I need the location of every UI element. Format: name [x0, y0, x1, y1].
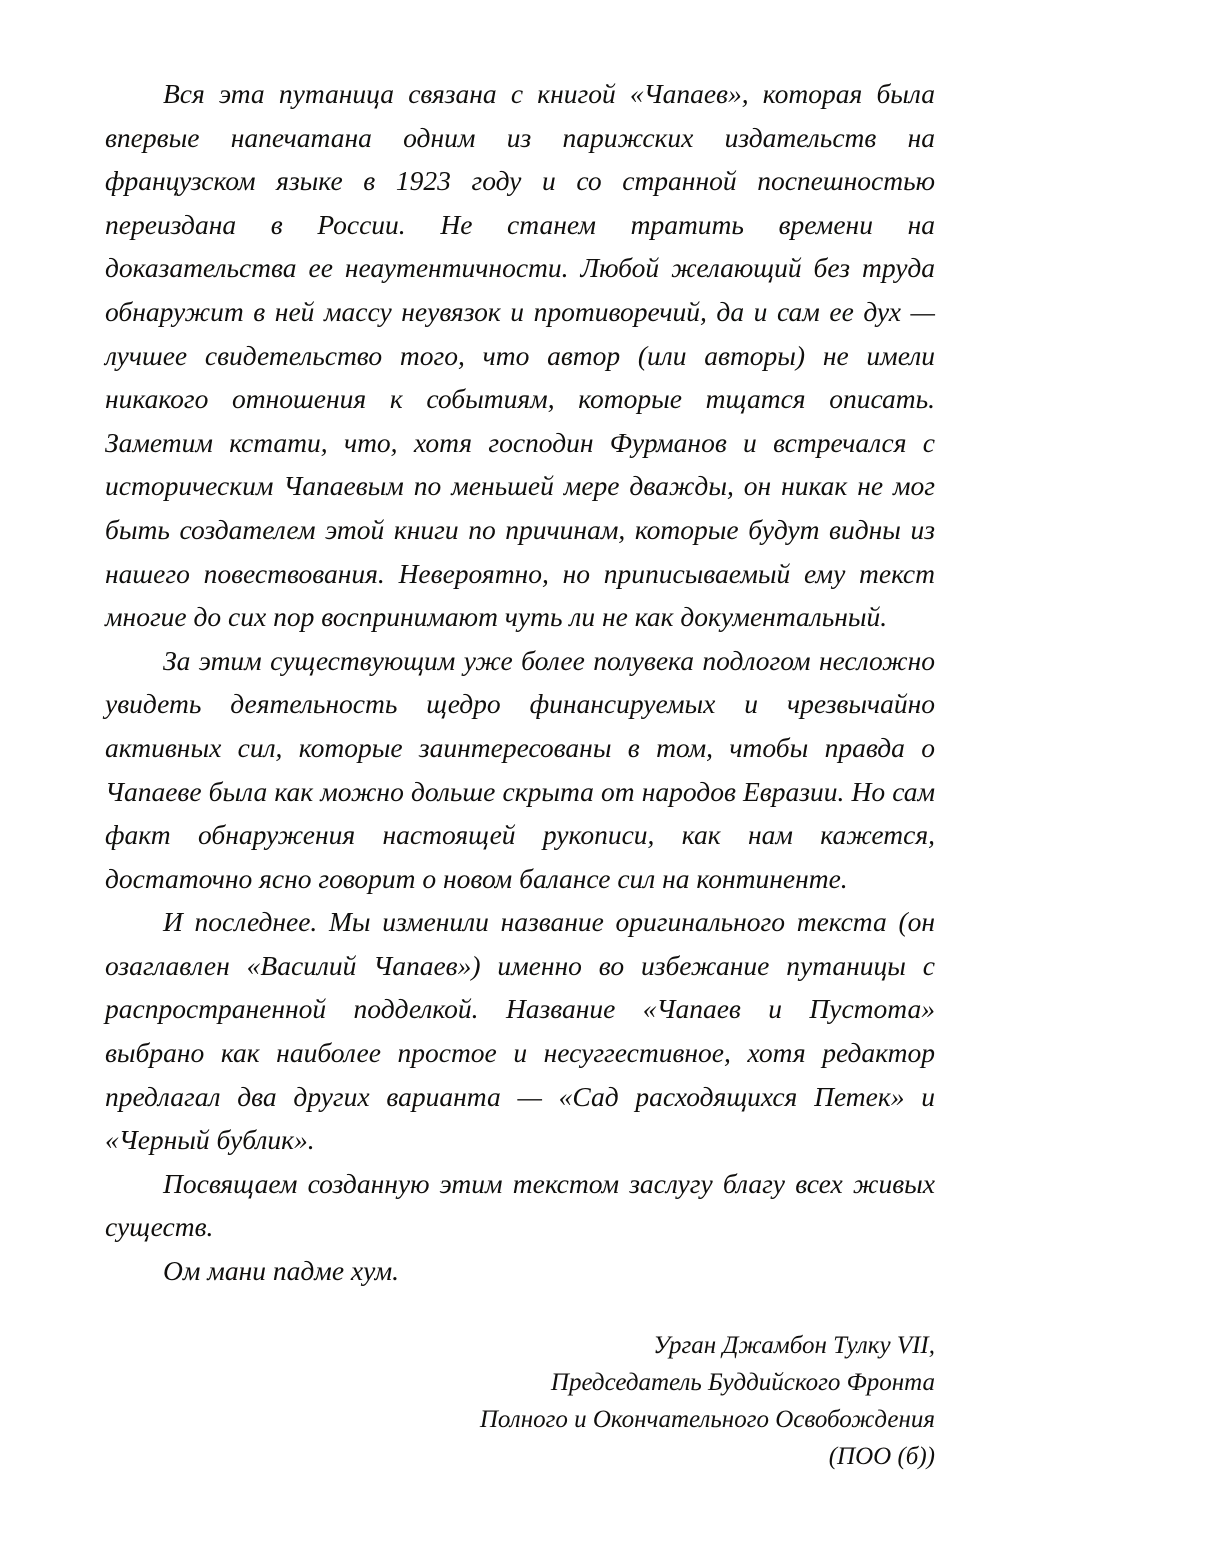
- signature-line: Полного и Окончательного Освобождения: [479, 1405, 935, 1433]
- signature-block: [105, 1327, 935, 1475]
- signature-line: (ПОО (б)): [828, 1442, 935, 1470]
- signature-line: Председатель Буддийского Фронта: [550, 1368, 935, 1396]
- paragraph: Ом мани падме хум.: [163, 1255, 400, 1287]
- page-text-block: [105, 72, 935, 1475]
- paragraph: За этим существующим уже более полувека подлогом несложно увидеть деятельность щедро финансируемых и чрезвычайно активных сил, которые заинтересованы в том, чтобы правда о Чапаеве была как можно дольше скрыта от народов Евразии. Но сам факт обнаружения настоящей рукописи, как нам кажется, достаточно ясно говорит о новом балансе сил на континенте.: [105, 644, 935, 894]
- paragraph: Посвящаем созданную этим текстом заслугу благу всех живых существ.: [105, 1167, 935, 1243]
- paragraph: Вся эта путаница связана с книгой «Чапаев», которая была впервые напечатана одним из парижских издательств на французском языке в 1923 году и со странной поспешностью переиздана в России. Не станем тратить времени на доказательства ее неаутентичности. Любой желающий без труда обнаружит в ней массу неувязок и противоречий, да и сам ее дух — лучшее свидетельство того, что автор (или авторы) не имели никакого отношения к событиям, которые тщатся описать. Заметим кстати, что, хотя господин Фурманов и встречался с историческим Чапаевым по меньшей мере дважды, он никак не мог быть создателем этой книги по причинам, которые будут видны из нашего повествования. Невероятно, но приписываемый ему текст многие до сих пор воспринимают чуть ли не как документальный.: [105, 78, 935, 633]
- paragraph: И последнее. Мы изменили название оригинального текста (он озаглавлен «Василий Чапаев») именно во избежание путаницы с распространенной подделкой. Название «Чапаев и Пустота» выбрано как наиболее простое и несуггестивное, хотя редактор предлагал два других варианта — «Сад расходящихся Петек» и «Черный бублик».: [105, 906, 935, 1156]
- signature-line: Урган Джамбон Тулку VII,: [653, 1331, 935, 1359]
